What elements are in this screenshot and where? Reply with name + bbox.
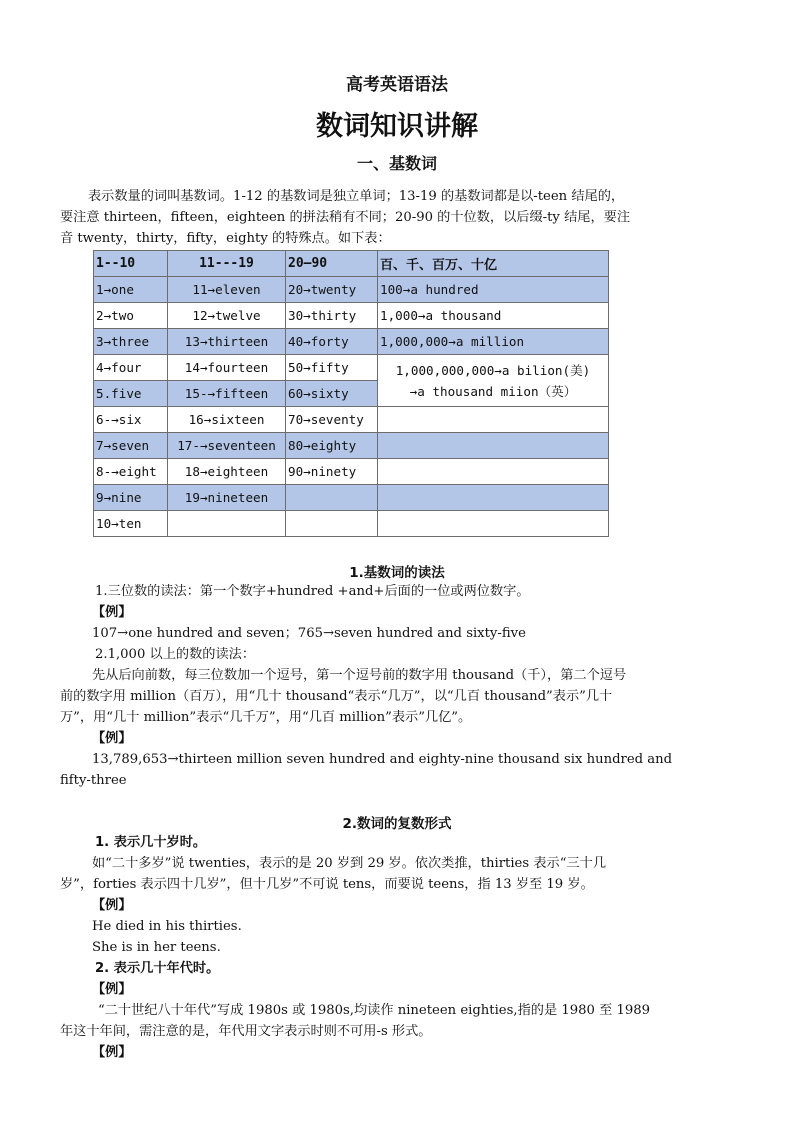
table-cell: 20→twenty bbox=[286, 277, 378, 303]
example-label: 【例】 bbox=[92, 982, 132, 997]
table-header-cell: 20—90 bbox=[286, 251, 378, 277]
table-cell: 6-→six bbox=[94, 407, 168, 433]
table-row bbox=[94, 407, 609, 433]
table-row bbox=[94, 511, 609, 537]
table-merged-cell bbox=[378, 355, 609, 407]
reading-rule-3-line-2: 前的数字用 million（百万），用“几十 thousand“表示“几万”，以“几百 thousand”表示”几十 bbox=[60, 689, 613, 704]
table-cell: 3→three bbox=[94, 329, 168, 355]
table-cell: 19→nineteen bbox=[168, 485, 286, 511]
table-cell: 70→seventy bbox=[286, 407, 378, 433]
table-cell: 40→forty bbox=[286, 329, 378, 355]
table-cell: 1,000→a thousand bbox=[378, 303, 609, 329]
reading-rule-1: 1.三位数的读法：第一个数字+hundred +and+后面的一位或两位数字。 bbox=[95, 584, 530, 599]
table-cell: 60→sixty bbox=[286, 381, 378, 407]
section-heading: 一、基数词 bbox=[356, 154, 437, 173]
plural-decades-line-1: “二十世纪八十年代”写成 1980s 或 1980s,均读作 nineteen eighties,指的是 1980 至 1989 bbox=[98, 1003, 651, 1018]
intro-line-1: 表示数量的词叫基数词。1-12 的基数词是独立单词；13-19 的基数词都是以-teen 结尾的， bbox=[88, 189, 625, 204]
plural-example-2: She is in her teens. bbox=[92, 940, 221, 955]
table-cell: 90→ninety bbox=[286, 459, 378, 485]
billion-line-1: 1,000,000,000→a bilion(美) bbox=[395, 362, 591, 378]
table-cell bbox=[378, 433, 609, 459]
table-cell: 100→a hundred bbox=[378, 277, 609, 303]
table-header-cell: 1--10 bbox=[94, 251, 168, 277]
subject-title: 高考英语语法 bbox=[346, 75, 448, 95]
table-cell: 2→two bbox=[94, 303, 168, 329]
example-label: 【例】 bbox=[92, 731, 132, 746]
intro-line-3: 音 twenty，thirty，fifty，eighty 的特殊点。如下表： bbox=[60, 231, 391, 246]
table-cell: 1→one bbox=[94, 277, 168, 303]
plural-subheading-ages: 1. 表示几十岁时。 bbox=[95, 835, 207, 850]
plural-heading: 2.数词的复数形式 bbox=[342, 816, 452, 832]
table-header-row bbox=[94, 251, 609, 277]
table-row bbox=[94, 355, 609, 381]
example-label: 【例】 bbox=[92, 1045, 132, 1060]
reading-example-2-line-1: 13,789,653→thirteen million seven hundred and eighty-nine thousand six hundred and bbox=[92, 752, 673, 767]
table-row bbox=[94, 459, 609, 485]
table-cell: 13→thirteen bbox=[168, 329, 286, 355]
cardinal-number-table bbox=[93, 250, 609, 537]
plural-subheading-decades: 2. 表示几十年代时。 bbox=[95, 961, 220, 976]
table-cell bbox=[378, 485, 609, 511]
table-cell: 14→fourteen bbox=[168, 355, 286, 381]
table-cell: 50→fifty bbox=[286, 355, 378, 381]
example-label: 【例】 bbox=[92, 605, 132, 620]
table-cell: 17-→seventeen bbox=[168, 433, 286, 459]
table-row bbox=[94, 277, 609, 303]
table-cell: 80→eighty bbox=[286, 433, 378, 459]
table-cell: 30→thirty bbox=[286, 303, 378, 329]
table-cell bbox=[378, 511, 609, 537]
table-cell: 18→eighteen bbox=[168, 459, 286, 485]
table-cell: 15-→fifteen bbox=[168, 381, 286, 407]
billion-line-2: →a thousand miion（英） bbox=[409, 383, 577, 399]
table-cell bbox=[286, 485, 378, 511]
table-cell: 9→nine bbox=[94, 485, 168, 511]
table-row bbox=[94, 303, 609, 329]
table-cell: 4→four bbox=[94, 355, 168, 381]
table-row bbox=[94, 329, 609, 355]
reading-rule-3-line-3: 万”，用“几十 million”表示“几千万”，用“几百 million”表示”几亿”。 bbox=[60, 710, 472, 725]
table-cell: 8-→eight bbox=[94, 459, 168, 485]
table-header-cell: 11---19 bbox=[168, 251, 286, 277]
table-cell bbox=[168, 511, 286, 537]
table-cell: 5.five bbox=[94, 381, 168, 407]
table-cell: 10→ten bbox=[94, 511, 168, 537]
reading-example-1: 107→one hundred and seven；765→seven hundred and sixty-five bbox=[92, 626, 526, 641]
table-cell bbox=[378, 407, 609, 433]
table-cell: 1,000,000→a million bbox=[378, 329, 609, 355]
reading-rule-3-line-1: 先从后向前数，每三位数加一个逗号，第一个逗号前的数字用 thousand（千），第二个逗号 bbox=[92, 668, 627, 683]
reading-example-2-line-2: fifty-three bbox=[60, 773, 127, 788]
table-row bbox=[94, 485, 609, 511]
plural-example-1: He died in his thirties. bbox=[92, 919, 242, 934]
table-cell: 7→seven bbox=[94, 433, 168, 459]
reading-heading: 1.基数词的读法 bbox=[349, 565, 445, 581]
example-label: 【例】 bbox=[92, 898, 132, 913]
table-header-cell: 百、千、百万、十亿 bbox=[378, 251, 609, 277]
intro-line-2: 要注意 thirteen，fifteen，eighteen 的拼法稍有不同；20-90 的十位数，以后缀-ty 结尾，要注 bbox=[60, 210, 631, 225]
table-row bbox=[94, 433, 609, 459]
plural-ages-line-2: 岁”，forties 表示四十几岁”，但十几岁”不可说 tens，而要说 teens，指 13 岁至 19 岁。 bbox=[60, 877, 594, 892]
reading-rule-2: 2.1,000 以上的数的读法： bbox=[95, 647, 256, 662]
table-cell bbox=[378, 459, 609, 485]
table-cell bbox=[286, 511, 378, 537]
table-cell: 12→twelve bbox=[168, 303, 286, 329]
plural-decades-line-2: 年这十年间，需注意的是，年代用文字表示时则不可用-s 形式。 bbox=[60, 1024, 432, 1039]
page-title: 数词知识讲解 bbox=[316, 111, 478, 142]
plural-ages-line-1: 如“二十多岁”说 twenties，表示的是 20 岁到 29 岁。依次类推，thirties 表示“三十几 bbox=[92, 856, 607, 871]
table-cell: 11→eleven bbox=[168, 277, 286, 303]
table-cell: 16→sixteen bbox=[168, 407, 286, 433]
